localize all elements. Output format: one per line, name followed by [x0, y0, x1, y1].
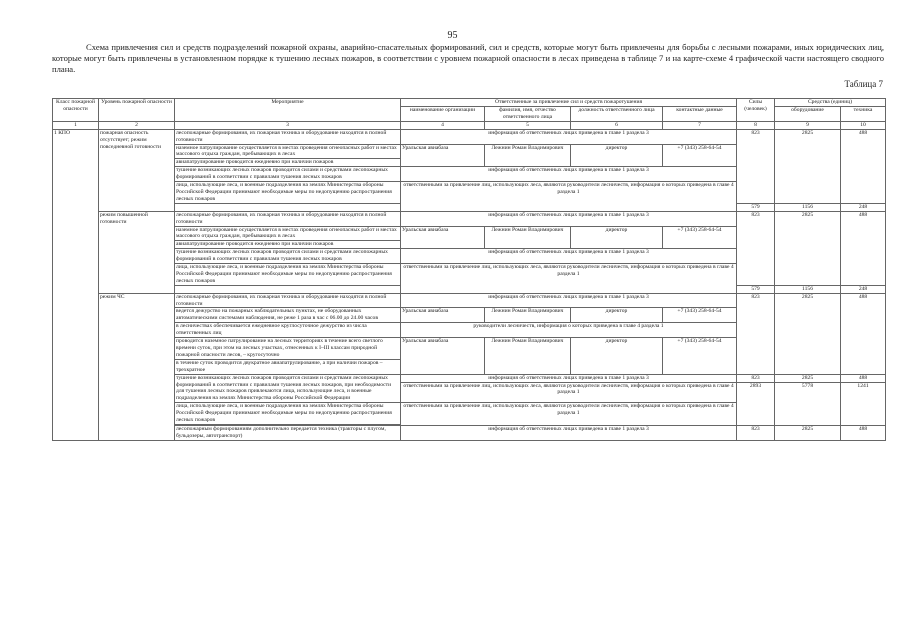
info-cell: руководители лесничеств, информация о которых приведена в главе 4 раздела 1	[401, 323, 737, 338]
tech-value: 488	[841, 129, 886, 203]
info-cell: информация об ответственных лицах приведена в главе 1 раздела 3	[401, 374, 737, 382]
measure-cell: в лесничествах обеспечивается ежедневное круглосуточное дежурство из числа ответственных лиц	[175, 323, 401, 338]
tech-value: 488	[841, 425, 886, 440]
page-number: 95	[447, 30, 458, 41]
info-cell: ответственными за привлечение лиц, использующих леса, являются руководители лесничеств, информация о которых приведена в главе 4 раздела 1	[401, 182, 737, 212]
equipment-value: 2825	[775, 211, 841, 285]
header-tech: техника	[841, 106, 886, 121]
measure-cell	[175, 285, 401, 293]
measure-cell: тушение возникающих лесных пожаров проводится силами и средствами лесопожарных формирований в соответствии с правилами тушения лесных пожаров, при необходимости для тушения лесных пожаров привлекаются лица, использующие леса, и военные подразделения на землях Министерства обороны Российской Федерации	[175, 374, 401, 403]
info-cell: информация об ответственных лицах приведена в главе 1 раздела 3	[401, 249, 737, 264]
measure-cell: лесопожарные формирования, их пожарная техника и оборудование находятся в полной готовности	[175, 293, 401, 308]
table-row	[53, 211, 886, 226]
header-class: Класс пожарной опасности	[53, 99, 99, 122]
info-cell: ответственными за привлечение лиц, использующих леса, являются руководители лесничеств, информация о которых приведена в главе 4 раздела 1	[401, 264, 737, 294]
measure-cell: авиапатрулирование проводится ежедневно при наличии пожаров	[175, 159, 401, 167]
measure-cell: лесопожарным формированиям дополнительно передается техника (тракторы с плугом, бульдозеры, автотранспорт)	[175, 425, 401, 440]
forces-value: 579	[737, 285, 775, 293]
header-fio: фамилия, имя, отчество ответственного лица	[485, 106, 571, 121]
forces-value: 823	[737, 425, 775, 440]
tech-value: 248	[841, 285, 886, 293]
measure-cell: тушение возникающих лесных пожаров проводится силами и средствами лесопожарных формирований в соответствии с правилами тушения лесных пожаров	[175, 167, 401, 182]
table-caption: Таблица 7	[844, 79, 883, 89]
forces-value: 579	[737, 203, 775, 211]
header-level: Уровень пожарной опасности	[99, 99, 175, 122]
info-cell: ответственными за привлечение лиц, использующих леса, являются руководители лесничеств, информация о которых приведена в главе 4 раздела 1	[401, 403, 737, 426]
col-number: 4	[401, 121, 485, 129]
tech-value: 1241	[841, 382, 886, 425]
measure-cell	[175, 203, 401, 211]
header-equipment: оборудование	[775, 106, 841, 121]
table-header-row	[53, 99, 886, 107]
col-number: 10	[841, 121, 886, 129]
tech-value: 488	[841, 374, 886, 382]
col-number: 5	[485, 121, 571, 129]
class-cell: 1 КПО	[53, 129, 99, 440]
col-number: 7	[663, 121, 737, 129]
org-cell: Уральская авиабаза	[401, 144, 485, 167]
org-cell: Уральская авиабаза	[401, 308, 485, 323]
info-cell: информация об ответственных лицах приведена в главе 1 раздела 3	[401, 167, 737, 182]
forces-value: 823	[737, 293, 775, 374]
org-cell: Уральская авиабаза	[401, 226, 485, 249]
forces-value: 823	[737, 211, 775, 285]
fio-cell: Лежнин Роман Владимирович	[485, 338, 571, 375]
measure-cell: ведется дежурство на пожарных наблюдательных пунктах, не оборудованных автоматическими системами наблюдения, не реже 1 раза в час с 06.00 до 24.00 часов	[175, 308, 401, 323]
measure-cell: наземное патрулирование осуществляется в местах проведения огнеопасных работ и местах массового отдыха граждан, пребывающих в лесах	[175, 226, 401, 241]
equipment-value: 5778	[775, 382, 841, 425]
equipment-value: 2825	[775, 129, 841, 203]
intro-paragraph: Схема привлечения сил и средств подразделений пожарной охраны, аварийно-спасательных формирований, сил и средств, которые могут быть привлечены для борьбы с лесными пожарами, иных юридических лиц, которые могут быть привлечены в установленном порядке к тушению лесных пожаров, в соответствии с уровнем пожарной опасности в лесах приведена в таблице 7 и на карте-схеме 4 графической части настоящего сводного плана.	[52, 42, 884, 74]
info-cell: ответственными за привлечение лиц, использующих леса, являются руководители лесничеств, информация о которых приведена в главе 4 раздела 1	[401, 382, 737, 403]
tech-value: 488	[841, 293, 886, 374]
position-cell: директор	[571, 308, 663, 323]
col-number: 9	[775, 121, 841, 129]
forces-value: 823	[737, 129, 775, 203]
info-cell: информация об ответственных лицах приведена в главе 1 раздела 3	[401, 293, 737, 308]
measure-cell: тушение возникающих лесных пожаров проводится силами и средствами лесопожарных формирований в соответствии с правилами тушения лесных пожаров	[175, 249, 401, 264]
equipment-value: 1156	[775, 285, 841, 293]
equipment-value: 1156	[775, 203, 841, 211]
forces-value: 823	[737, 374, 775, 382]
equipment-value: 2825	[775, 425, 841, 440]
tech-value: 248	[841, 203, 886, 211]
header-responsible: Ответственные за привлечение сил и средств пожаротушения	[401, 99, 737, 107]
level-cell: пожарная опасность отсутствует; режим повседневной готовности	[99, 129, 175, 211]
table-row	[53, 129, 886, 144]
equipment-value: 2825	[775, 293, 841, 374]
equipment-value: 2825	[775, 374, 841, 382]
measure-cell: лесопожарные формирования, их пожарная техника и оборудование находятся в полной готовности	[175, 129, 401, 144]
table-row	[53, 425, 886, 440]
measure-cell: наземное патрулирование осуществляется в местах проведения огнеопасных работ и местах массового отдыха граждан, пребывающих в лесах	[175, 144, 401, 159]
measure-cell: проводится наземное патрулирование на лесных территориях в течение всего светлого времени суток, при этом на лесных участках, отнесенных к I–III классам природной пожарной опасности лесов, – кругосуточно	[175, 338, 401, 360]
header-forces: Силы (человек)	[737, 99, 775, 122]
phone-cell: +7 (343) 258-64-54	[663, 226, 737, 249]
fio-cell: Лежнин Роман Владимирович	[485, 226, 571, 249]
header-org: наименование организации	[401, 106, 485, 121]
header-means: Средства (единиц)	[775, 99, 886, 107]
info-cell: информация об ответственных лицах приведена в главе 1 раздела 3	[401, 129, 737, 144]
column-number-row	[53, 121, 886, 129]
col-number: 1	[53, 121, 99, 129]
fio-cell: Лежнин Роман Владимирович	[485, 144, 571, 167]
header-position: должность ответственного лица	[571, 106, 663, 121]
col-number: 8	[737, 121, 775, 129]
col-number: 6	[571, 121, 663, 129]
tech-value: 488	[841, 211, 886, 285]
measure-cell: лесопожарные формирования, их пожарная техника и оборудование находятся в полной готовности	[175, 211, 401, 226]
info-cell: информация об ответственных лицах приведена в главе 1 раздела 3	[401, 425, 737, 440]
header-measure: Мероприятие	[175, 99, 401, 122]
measure-cell: лица, использующие леса, и военные подразделения на землях Министерства обороны Российской Федерации принимают необходимые меры по недопущению распространения лесных пожаров	[175, 264, 401, 286]
info-cell: информация об ответственных лицах приведена в главе 1 раздела 3	[401, 211, 737, 226]
table-row	[53, 374, 886, 382]
level-cell: режим повышенной готовности	[99, 211, 175, 293]
org-cell: Уральская авиабаза	[401, 338, 485, 375]
col-number: 2	[99, 121, 175, 129]
measure-cell: авиапатрулирование проводится ежедневно при наличии пожаров	[175, 241, 401, 249]
table-row	[53, 293, 886, 308]
fio-cell: Лежнин Роман Владимирович	[485, 308, 571, 323]
header-contacts: контактные данные	[663, 106, 737, 121]
measure-cell: лица, использующие леса, и военные подразделения на землях Министерства обороны Российской Федерации принимают необходимые меры по недопущению распространения лесных пожаров	[175, 182, 401, 204]
measure-cell: в течение суток проводится двукратное авиапатрулирование, а при наличии пожаров – трехкратное	[175, 359, 401, 374]
phone-cell: +7 (343) 258-64-54	[663, 144, 737, 167]
phone-cell: +7 (343) 258-64-54	[663, 308, 737, 323]
position-cell: директор	[571, 144, 663, 167]
level-cell: режим ЧС	[99, 293, 175, 440]
col-number: 3	[175, 121, 401, 129]
fire-forces-table	[52, 98, 886, 441]
phone-cell: +7 (343) 258-64-54	[663, 338, 737, 375]
forces-value: 2893	[737, 382, 775, 425]
position-cell: директор	[571, 338, 663, 375]
measure-cell: лица, использующие леса, и военные подразделения на землях Министерства обороны Российской Федерации принимают необходимые меры по недопущению распространения лесных пожаров	[175, 403, 401, 425]
position-cell: директор	[571, 226, 663, 249]
